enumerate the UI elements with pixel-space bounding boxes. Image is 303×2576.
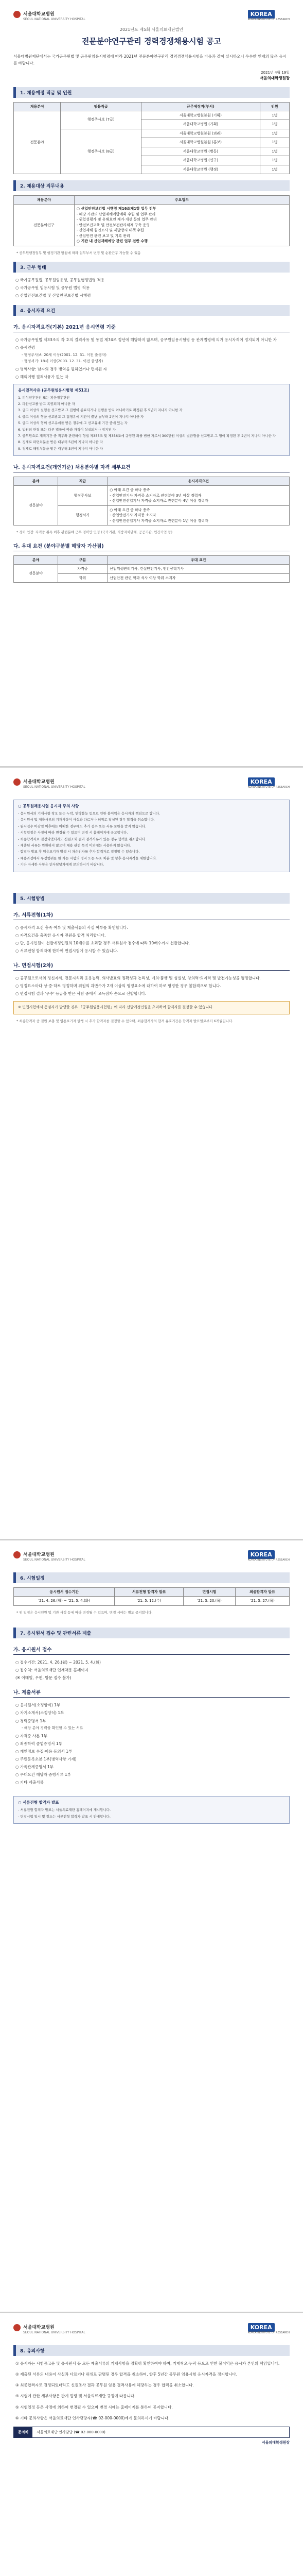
document-item: ○ 자격증 사본 1부	[15, 1733, 47, 1738]
table-row: 서울대학교병원 (연구) 1명	[14, 156, 290, 165]
subsection-title: 나. 응시자격요건(개인기준) 채용분야별 자격 세부요건	[13, 463, 290, 472]
section-5-title: 5. 시험방법	[13, 893, 290, 904]
schedule-note: * 위 일정은 응시인원 및 기관 사정 등에 따라 변경될 수 있으며, 변경 시에는 별도 공지합니다.	[16, 1610, 153, 1615]
document-item: ○ 개인정보 수집·이용 동의서 1부	[15, 1749, 73, 1754]
subsection-title: 나. 면접시험(2차)	[13, 961, 290, 971]
qualification-item: - 행정서기: 18세 이상(2003. 12. 31. 이전 출생자)	[22, 359, 103, 364]
disqualification-box: 응시결격사유 (공무원임용시험령 제51조) 1. 피성년후견인 또는 피한정후견인 2. 파산선고를 받고 복권되지 아니한 자 3. 금고 이상의 실형을 선고받고 그 집행이 종료되거나 집행을 받지 아니하기로 확정된 후 5년이 지나지 아니한 자 4. 금고 이상의 형을 선고받고 그 집행유예 기간이 끝난 날부터 2년이 지나지 아니한 자 5. 금고 이상의 형의 선고유예를 받은 경우에 그 선고유예 기간 중에 있는 자 6. 법원의 판결 또는 다른 법률에 따라 자격이 상실되거나 정지된 자 7. 공무원으로 재직기간 중 직무와 관련하여 형법 제355조 및 제356조에 규정된 죄를 범한 자로서 300만원 이상의 벌금형을 선고받고 그 형이 확정된 후 2년이 지나지 아니한 자 8. 징계로 파면처분을 받은 때부터 5년이 지나지 아니한 자 9. 징계로 해임처분을 받은 때부터 3년이 지나지 아니한 자	[13, 384, 290, 456]
date: 2021년 4월 19일	[261, 70, 290, 75]
notice-box: ○ 공무원채용시험 응시자 주의 사항 - 응시원서의 기재사항 착오 또는 누락, 연락불능 등으로 인한 불이익은 응시자의 책임으로 합니다. - 응시원서 및 제출서류의 기재사항이 사실과 다르거나 허위로 작성된 경우 합격을 취소합니다. - 원서접수 마감일 이후에는 어떠한 경우에도 추가 접수 또는 서류 보완을 받지 않습니다. - 시험일정은 사정에 따라 변경될 수 있으며 변경 시 홈페이지에 공고합니다. - 최종합격자로 결정되었더라도 신원조회 결과 결격사유가 있는 경우 합격을 취소합니다. - 제출된 서류는 반환하지 않으며 채용 관련 목적 이외에는 사용하지 않습니다. - 합격자 발표 후 임용포기자 발생 시 차순위자를 추가 합격자로 결정할 수 있습니다. - 채용과정에서 부정행위를 한 자는 시험의 정지 또는 무효 처분 및 향후 응시자격을 제한합니다. - 기타 자세한 사항은 인사담당자에게 문의하시기 바랍니다.	[13, 800, 290, 872]
preference-table: 분야 구분 우대 요건 전문분야 자격증 산업위생관리기사, 건설안전기사, 인간공학기사 학위 산업안전 관련 학과 석사 이상 학위 소지자	[13, 555, 290, 583]
document-item: ○ 주민등록초본 1부(병역사항 기재)	[15, 1756, 77, 1761]
korea-logo: KOREA KOREA INSTITUTE OF RESEARCH	[247, 778, 290, 789]
schedule-table: 응시원서 접수기간 서류전형 합격자 발표 면접시험 최종합격자 발표 '21. 4. 26.(월) ~ '21. 5. 4.(화) '21. 5. 12.(수) '21. 5. 20.(목) '21. 5. 27.(목)	[13, 1587, 290, 1606]
section-4-title: 4. 응시자격 요건	[13, 305, 290, 316]
page-2	[0, 768, 303, 1540]
subsection-title: 나. 제출서류	[13, 1688, 290, 1698]
exam-item: ○ 단, 응시인원이 선발예정인원의 10배수를 초과할 경우 서류심사 점수에 따라 10배수까지 선발합니다.	[15, 940, 190, 945]
exam-item: ○ 자격요건을 충족한 응시자 전원을 합격 처리합니다.	[15, 933, 106, 938]
qualification-note: * 경력 인정: 자격증 취득 이후 관련분야 근무 경력만 인정 (국가기관, 지방자치단체, 공공기관, 민간기업 등)	[16, 530, 173, 535]
qualification-item: ○ 응시연령	[15, 345, 35, 350]
application-item: ○ 접수처: 서울의료재단 인재채용 홈페이지	[15, 1668, 88, 1673]
footer-contact: 서울의료재단 인사담당 (☎ 02-000-0000)	[37, 2430, 105, 2434]
table-row: 전문분야 자격증 산업위생관리기사, 건설안전기사, 인간공학기사	[14, 565, 290, 574]
document-item: ○ 응시원서(소정양식) 1부	[15, 1703, 61, 1708]
table-row: 행정주사보 (8급) 서울대학교병원본원 (외래) 1명	[14, 129, 290, 138]
section-6-title: 6. 시험일정	[13, 1572, 290, 1583]
duties-table: 채용분야 주요업무 전문분야연구 ○ 산업안전보건법 시행령 제16조제1항 업무 전부 - 해당 기관의 산업재해예방계획 수립 및 업무 관리 - 위험성평가 및 유해요인 제거·개선 등의 업무 관리 - 안전보건교육 및 안전보건관리체계 구축 운영 - 산업재해 원인조사 및 재발방지 대책 수립 - 산업안전 관련 보고 및 기록 관리 ○ 기관 내 산업재해예방 관련 업무 전반 수행	[13, 195, 290, 246]
section-1-title: 1. 채용예정 직급 및 인원	[13, 87, 290, 98]
qualification-item: ○ 병역사항: 남자의 경우 병역을 필하였거나 면제된 자	[15, 367, 107, 372]
organization: 서울의대학생원장	[260, 75, 290, 80]
document-item: ○ 자기소개서(소정양식) 1부	[15, 1710, 64, 1716]
table-row: 전문분야 행정주사보 (7급) 서울대학교병원본원 (기획) 1명	[14, 111, 290, 120]
header: 서울대학교병원 SEOUL NATIONAL UNIVERSITY HOSPITAL KOREA KOREA INSTITUTE OF RESEARCH	[13, 775, 290, 789]
section-2-title: 2. 채용대상 직무내용	[13, 180, 290, 191]
qualification-item: - 행정주사보: 20세 이상(2001. 12. 31. 이전 출생자)	[22, 352, 107, 357]
caution-item: ② 제출된 서류의 내용이 사실과 다르거나 허위로 판명된 경우 합격을 취소하며, 향후 5년간 공무원 임용시험 응시자격을 정지합니다.	[15, 2372, 238, 2377]
subsection-title: 다. 우대 요건 (분야구분별 해당자 가산점)	[13, 542, 290, 551]
table-row: 학위 산업안전 관련 학과 석사 이상 학위 소지자	[14, 573, 290, 583]
korea-logo: KOREA KOREA INSTITUTE OF RESEARCH	[247, 2324, 290, 2334]
document-item: ○ 경력증명서 1부	[15, 1718, 46, 1723]
hospital-logo-icon	[13, 2324, 21, 2331]
exam-item: ○ 공무원으로서의 정신자세, 전문지식과 응용능력, 의사발표의 정확성과 논리성, 예의·품행 및 성실성, 창의력·의지력 및 발전가능성을 평정합니다.	[15, 976, 261, 981]
document-item: ○ 기타 제출서류	[15, 1780, 44, 1785]
section-3-title: 3. 근무 형태	[13, 262, 290, 273]
document-item: ○ 최종학력 졸업증명서 1부	[15, 1741, 62, 1746]
page-3	[0, 1540, 303, 2313]
subsection-title: 가. 서류전형(1차)	[13, 911, 290, 920]
work-item: ○ 국가공무원 임용시험 및 공무원 법령 적용	[15, 285, 90, 291]
duties-note: * 공무원행정업무 및 행정기관 방침에 따라 업무부서 변경 및 순환근무 가능할 수 있음	[16, 250, 141, 255]
page-1	[0, 0, 303, 768]
duty-item: - 산업안전 관련 보고 및 기록 관리	[76, 233, 130, 238]
document-item: ○ 우대요건 해당자 증빙서류 1부	[15, 1772, 71, 1777]
document-item: ○ 가족관계증명서 1부	[15, 1765, 54, 1770]
caution-item: ⑤ 시험일정 등은 사정에 의하여 변경될 수 있으며 변경 시에는 홈페이지를 통하여 공지합니다.	[15, 2404, 173, 2410]
table-row: 전문분야 행정주사보 ○ 아래 요건 중 하나 충족 - 산업안전기사 자격증 소지자로 관련분야 3년 이상 경력자 - 산업안전산업기사 자격증 소지자로 관련분야 4년 이상 경력자	[14, 486, 290, 506]
qualification-item: ○ 해외여행 결격사유가 없는 자	[15, 375, 69, 380]
announcement-box: ○ 서류전형 합격자 발표 - 서류전형 합격자 발표는 서울의료재단 홈페이지에 게시합니다. - 면접시험 일시 및 장소는 서류전형 합격자 발표 시 안내합니다.	[13, 1796, 290, 1824]
warning-box: ※ 면접시험에서 동점자가 발생할 경우 「공무원임용시험령」에 따라 선발예정인원을 초과하여 합격자를 결정할 수 있습니다.	[13, 1001, 290, 1014]
duty-item: - 안전보건교육 및 안전보건관리체계 구축 운영	[76, 223, 150, 227]
korea-logo: KOREA KOREA INSTITUTE OF RESEARCH	[247, 1551, 290, 1562]
caution-item: ⑥ 기타 문의사항은 서울의료재단 인사담당자(☎ 02-000-0000)에게 문의하시기 바랍니다.	[15, 2415, 170, 2420]
table-row: '21. 4. 26.(월) ~ '21. 5. 4.(화) '21. 5. 12.(수) '21. 5. 20.(목) '21. 5. 27.(목)	[14, 1597, 290, 1606]
hospital-logo-icon	[13, 778, 21, 786]
application-item: ○ 접수기간: 2021. 4. 26.(월) ~ 2021. 5. 4.(화)	[15, 1659, 101, 1665]
page-title: 전문분야연구관리 경력경쟁채용시험 공고	[81, 37, 222, 46]
caution-item: ③ 최종합격자로 결정되었더라도 신원조사 결과 공무원 임용 결격사유에 해당하는 경우 합격을 취소합니다.	[15, 2383, 194, 2388]
qualification-item: ○ 국가공무원법 제33조의 각 호의 결격사유 및 동법 제74조 정년에 해당하지 않으며, 공무원임용시험령 등 관계법령에 의거 응시자격이 정지되지 아니한 자	[15, 337, 277, 343]
exam-item: ○ 응시자격 요건 충족 여부 및 제출서류의 사실 여부를 확인합니다.	[15, 925, 128, 930]
exam-note: * 최종합격자 중 결원 보충 및 임용포기자 발생 시 추가 합격자를 결정할 수 있으며, 최종합격자의 합격 유효기간은 합격자 발표일로부터 6개월입니다.	[16, 1019, 234, 1023]
table-row: 서울대학교병원본원 (홍보) 1명	[14, 138, 290, 147]
application-item: (※ 이메일, 우편, 방문 접수 불가)	[15, 1675, 72, 1681]
caution-item: ④ 시험에 관한 세부사항은 관계 법령 및 서울의료재단 규정에 따릅니다.	[15, 2394, 136, 2399]
header: 서울대학교병원 SEOUL NATIONAL UNIVERSITY HOSPITAL KOREA KOREA INSTITUTE OF RESEARCH	[13, 2320, 290, 2335]
intro-text: 서울대병원재단에서는 국가공무원법 및 공무원임용시험령에 따라 2021년 전문분야연구관리 경력경쟁채용시험을 다음과 같이 실시하오니 우수한 인재의 많은 응시를 바랍니다.	[13, 54, 287, 65]
section-7-title: 7. 응시원서 접수 및 관련서류 제출	[13, 1628, 290, 1638]
header: 서울대학교병원 SEOUL NATIONAL UNIVERSITY HOSPITAL KOREA KOREA INSTITUTE OF RESEARCH	[13, 1548, 290, 1562]
subsection-title: 가. 응시자격요건(기본) 2021년 응시연령 기준	[13, 323, 290, 332]
work-item: ○ 국가공무원법, 공무원임용령, 공무원행정법령 적용	[15, 277, 104, 282]
page-4	[0, 2313, 303, 2576]
hospital-logo-icon	[13, 11, 21, 18]
table-row: 서울대학교병원 (병동) 1명	[14, 147, 290, 156]
duty-item: - 산업재해 원인조사 및 재발방지 대책 수립	[76, 228, 144, 232]
duty-item: - 위험성평가 및 유해요인 제거·개선 등의 업무 관리	[76, 217, 157, 222]
exam-item: ○ 면접시험 결과 '우수' 등급을 받은 사람 중에서 고득점자 순으로 선발합니다.	[15, 991, 147, 996]
section-8-title: 8. 유의사항	[13, 2345, 290, 2356]
exam-item: ○ 평정요소마다 상·중·하로 평정하며 위원의 과반수가 2개 이상의 평정요소에 대하여 하로 평정한 경우 불합격으로 합니다.	[15, 984, 221, 989]
header	[13, 7, 290, 22]
title-sup: 2021년도 제5회 서울의료재단법인	[119, 27, 184, 32]
footer-organization: 서울의대학생원장	[261, 2440, 290, 2445]
korea-logo: KOREA KOREA INSTITUTE OF RESEARCH	[247, 10, 290, 21]
contact-footer	[13, 2427, 290, 2438]
duty-item: ○ 기관 내 산업재해예방 관련 업무 전반 수행	[76, 239, 148, 243]
document-item: - 해당 분야 경력을 확인할 수 있는 서류	[22, 1725, 83, 1730]
footer-label: 문의처	[14, 2427, 32, 2437]
duty-item: - 해당 기관의 산업재해예방계획 수립 및 업무 관리	[76, 212, 156, 216]
table-row: 서울대학교병원 (행정) 1명	[14, 165, 290, 174]
work-item: ○ 산업안전보건법 및 산업안전보건법 시행령	[15, 293, 91, 298]
subsection-title: 가. 응시원서 접수	[13, 1646, 290, 1655]
brand-name: 서울대학교병원	[23, 12, 55, 17]
caution-item: ① 응시자는 시험공고문 및 응시원서 등 모든 제출서류의 기재사항을 정확히 확인하여야 하며, 기재착오·누락 등으로 인한 불이익은 응시자 본인의 책임입니다.	[15, 2361, 280, 2366]
hospital-logo-icon	[13, 1551, 21, 1558]
recruitment-table: 채용분야 임용직급 근무예정지(부서) 인원 전문분야 행정주사보 (7급) 서울대학교병원본원 (기획) 1명 서울대학교병원 (기획) 1명 행정주사보 (8급) 서울대학교병원본원 (외래) 1명 서울대학교병원본원 (홍보) 1명 서울대학교병원 (병동) 1명 서울대학교병원 (연구) 1명 서울대학교병원 (행정) 1명	[13, 102, 290, 175]
duty-item: ○ 산업안전보건법 시행령 제16조제1항 업무 전부	[76, 207, 156, 211]
brand	[13, 8, 85, 21]
exam-item: ○ 서류전형 합격자에 한하여 면접시험에 응시할 수 있습니다.	[15, 948, 118, 953]
table-row: 서울대학교병원 (기획) 1명	[14, 120, 290, 129]
table-row: 행정서기 ○ 아래 요건 중 하나 충족 - 산업안전기사 자격증 소지자 - 산업안전산업기사 자격증 소지자로 관련분야 1년 이상 경력자	[14, 505, 290, 526]
brand-sub: SEOUL NATIONAL UNIVERSITY HOSPITAL	[23, 18, 85, 21]
qualification-table: 분야 직급 응시자격요건 전문분야 행정주사보 ○ 아래 요건 중 하나 충족 - 산업안전기사 자격증 소지자로 관련분야 3년 이상 경력자 - 산업안전산업기사 자격증 소지자로 관련분야 4년 이상 경력자 행정서기 ○ 아래 요건 중 하나 충족 - 산업안전기사 자격증 소지자 - 산업안전산업기사 자격증 소지자로 관련분야 1년 이상 경력자	[13, 477, 290, 526]
